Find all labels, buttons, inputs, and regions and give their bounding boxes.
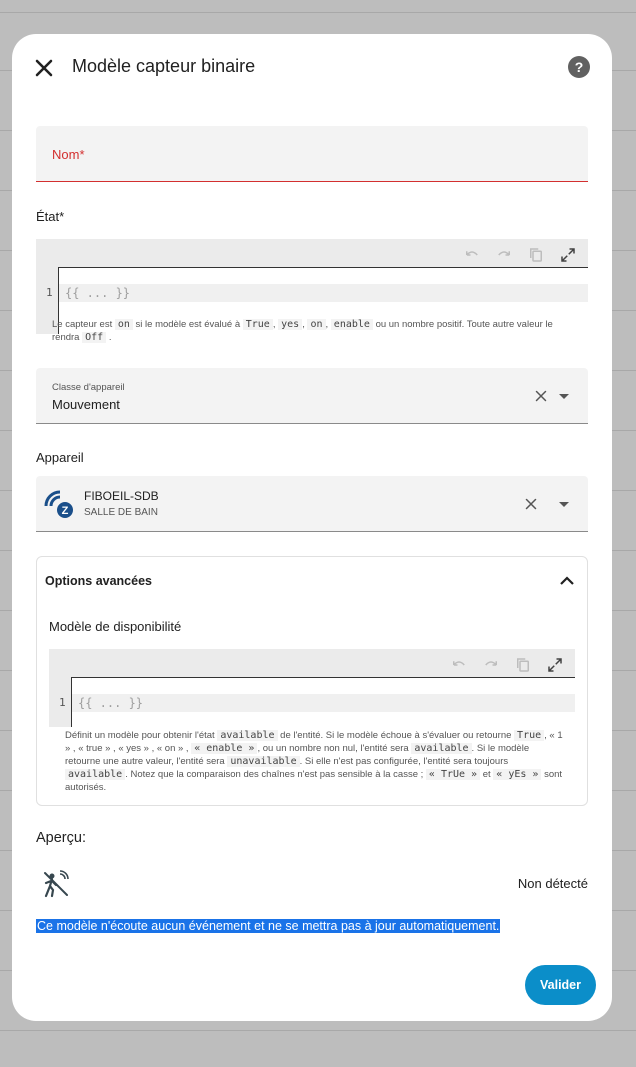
fullscreen-icon[interactable] bbox=[543, 653, 567, 677]
clear-icon[interactable] bbox=[522, 495, 540, 513]
undo-icon[interactable] bbox=[460, 243, 484, 267]
preview-state: Non détecté bbox=[517, 876, 588, 891]
device-name: FIBOEIL-SDB bbox=[84, 489, 159, 503]
chevron-up-icon[interactable] bbox=[557, 571, 577, 591]
close-icon[interactable] bbox=[30, 54, 58, 82]
preview-label: Aperçu: bbox=[36, 830, 86, 846]
motion-sensor-icon bbox=[42, 870, 70, 898]
line-number: 1 bbox=[59, 696, 66, 709]
name-field[interactable] bbox=[36, 126, 588, 182]
advanced-options-panel bbox=[36, 556, 588, 806]
code-text: {{ ... }} bbox=[78, 696, 144, 710]
state-label: État* bbox=[36, 209, 65, 224]
copy-icon[interactable] bbox=[524, 243, 548, 267]
redo-icon[interactable] bbox=[479, 653, 503, 677]
device-area: SALLE DE BAIN bbox=[84, 507, 158, 518]
copy-icon[interactable] bbox=[511, 653, 535, 677]
code-text: {{ ... }} bbox=[65, 286, 131, 300]
code-area[interactable] bbox=[71, 677, 575, 727]
name-label: Nom* bbox=[52, 147, 85, 162]
svg-text:?: ? bbox=[574, 59, 584, 75]
advanced-options-header[interactable]: Options avancées bbox=[45, 574, 152, 588]
zwave-icon bbox=[42, 486, 76, 520]
device-class-value: Mouvement bbox=[52, 397, 120, 412]
device-class-select[interactable] bbox=[36, 368, 588, 424]
submit-button[interactable]: Valider bbox=[525, 965, 596, 1005]
redo-icon[interactable] bbox=[492, 243, 516, 267]
dialog-header bbox=[12, 34, 612, 102]
device-section-label: Appareil bbox=[36, 450, 84, 465]
device-class-label: Classe d'appareil bbox=[52, 382, 125, 393]
undo-icon[interactable] bbox=[447, 653, 471, 677]
listen-note: Ce modèle n'écoute aucun événement et ne se mettra pas à jour automatiquement. bbox=[37, 919, 500, 933]
dialog-title: Modèle capteur binaire bbox=[72, 56, 256, 76]
dropdown-arrow-icon[interactable] bbox=[557, 497, 571, 511]
code-toolbar bbox=[447, 653, 567, 677]
fullscreen-icon[interactable] bbox=[556, 243, 580, 267]
svg-text:Z: Z bbox=[61, 505, 69, 517]
availability-label: Modèle de disponibilité bbox=[49, 619, 182, 634]
availability-helper-text: Définit un modèle pour obtenir l'état available de l'entité. Si le modèle échoue à s'évaluer ou retourne True , « 1 » , « true » , « yes » , « on » , « enable » , ou un nombre non nul, l'entité sera available . Si le modèle retourne une autre valeur, l'entité sera unavailable . Si elle n'est pas configurée, l'entité sera toujours available . Notez que la comparaison des chaînes n'est pas sensible à la casse ; « TrUe » et « yEs » sont autorisés. bbox=[65, 730, 563, 793]
dropdown-arrow-icon[interactable] bbox=[557, 389, 571, 403]
device-select[interactable] bbox=[36, 476, 588, 532]
state-helper-text: Le capteur est on si le modèle est évalué à True , yes , on , enable ou un nombre positif. Toute autre valeur le rendra Off . bbox=[52, 319, 553, 343]
help-icon[interactable] bbox=[568, 56, 590, 78]
active-line bbox=[59, 284, 588, 302]
template-dialog bbox=[12, 34, 612, 1021]
active-line bbox=[72, 694, 575, 712]
clear-icon[interactable] bbox=[532, 387, 550, 405]
line-number: 1 bbox=[46, 286, 53, 299]
code-toolbar bbox=[460, 243, 580, 267]
availability-code-editor[interactable] bbox=[49, 649, 575, 727]
